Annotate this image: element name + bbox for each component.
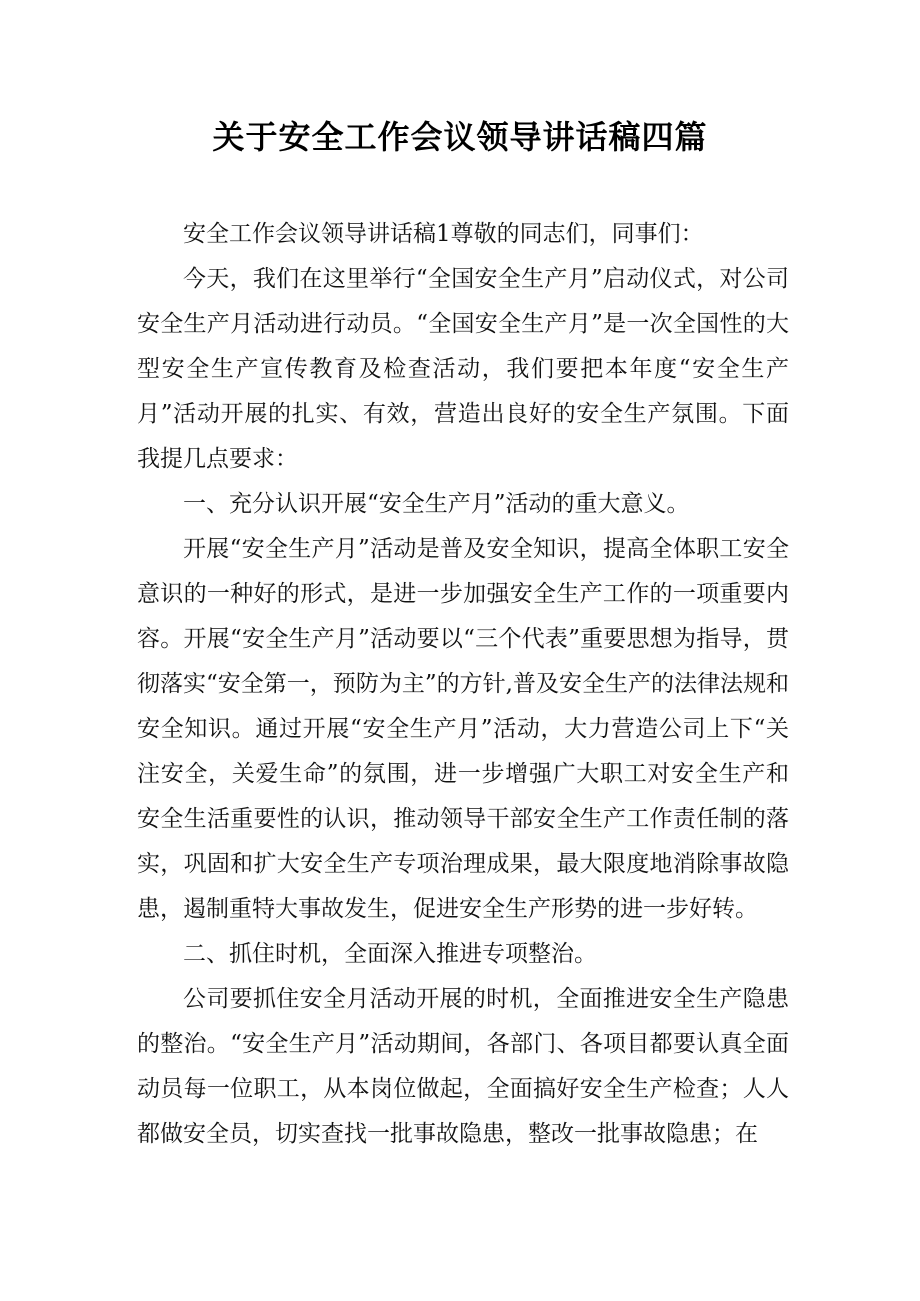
paragraph-greeting: 安全工作会议领导讲话稿1尊敬的同志们，同事们：	[183, 221, 704, 247]
document-title: 关于安全工作会议领导讲话稿四篇	[212, 118, 708, 156]
section-heading-1: 一、充分认识开展“安全生产月”活动的重大意义。	[183, 491, 690, 517]
document-body	[137, 212, 789, 1157]
paragraph-section-1: 开展“安全生产月”活动是普及安全知识，提高全体职工安全意识的一种好的形式，是进一步加强安全生产工作的一项重要内容。开展“安全生产月”活动要以“三个代表”重要思想为指导，贯彻落实“安全第一，预防为主”的方针,普及安全生产的法律法规和安全知识。通过开展“安全生产月”活动，大力营造公司上下“关注安全，关爱生命”的氛围，进一步增强广大职工对安全生产和安全生活重要性的认识，推动领导干部安全生产工作责任制的落实，巩固和扩大安全生产专项治理成果，最大限度地消除事故隐患，遏制重特大事故发生，促进安全生产形势的进一步好转。	[137, 536, 789, 922]
paragraph-section-2: 公司要抓住安全月活动开展的时机，全面推进安全生产隐患的整治。“安全生产月”活动期间，各部门、各项目都要认真全面动员每一位职工，从本岗位做起，全面搞好安全生产检查；人人都做安全员，切实查找一批事故隐患，整改一批事故隐患；在	[137, 986, 789, 1147]
paragraph-intro: 今天，我们在这里举行“全国安全生产月”启动仪式，对公司安全生产月活动进行动员。“全国安全生产月”是一次全国性的大型安全生产宣传教育及检查活动，我们要把本年度“安全生产月”活动开展的扎实、有效，营造出良好的安全生产氛围。下面我提几点要求：	[137, 266, 789, 472]
section-heading-2: 二、抓住时机，全面深入推进专项整治。	[183, 941, 597, 967]
